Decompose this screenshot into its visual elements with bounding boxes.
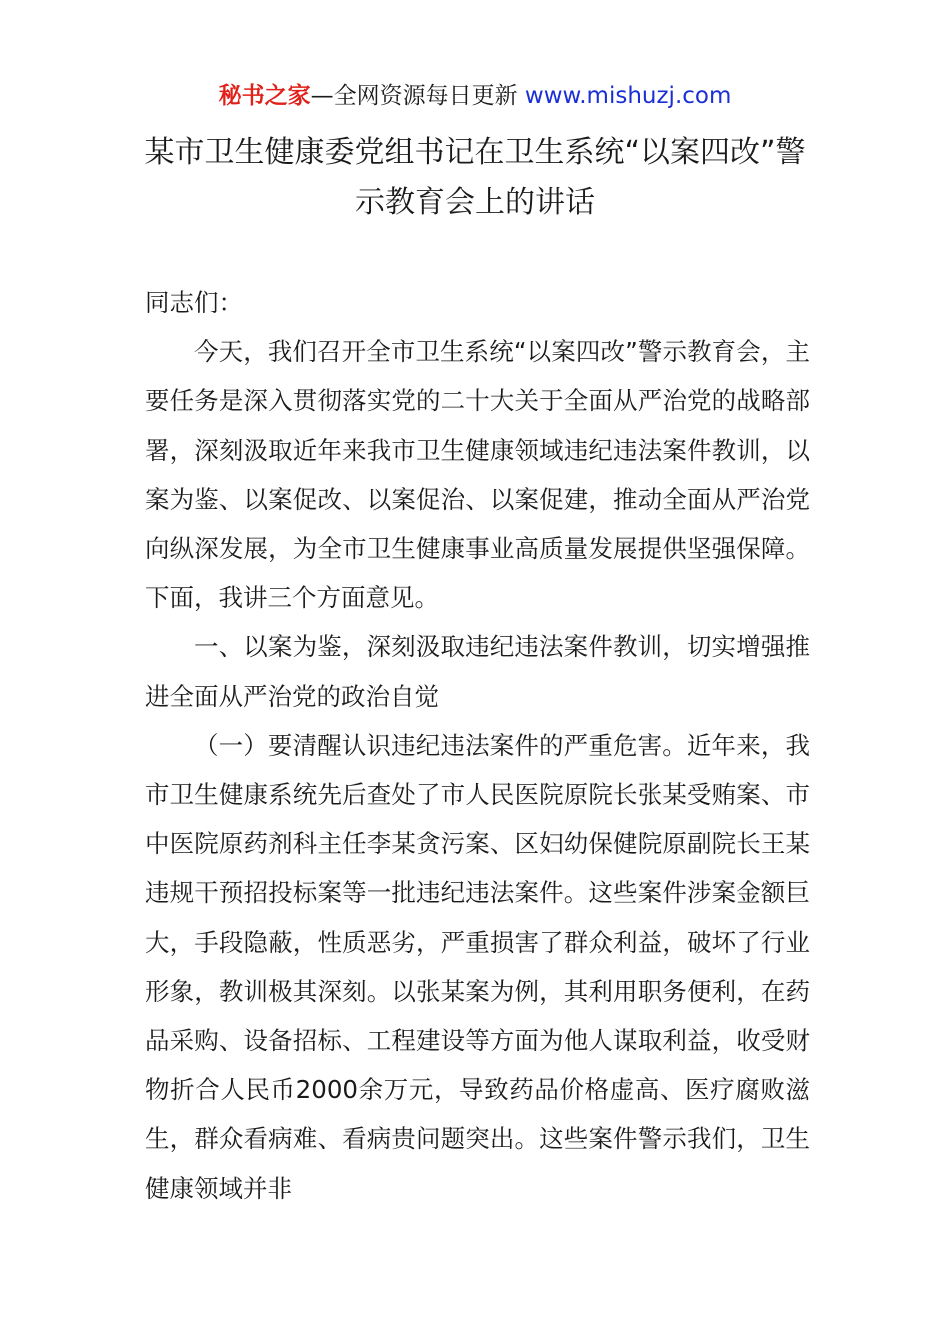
paragraph-subsection-1: （一）要清醒认识违纪违法案件的严重危害。近年来，我市卫生健康系统先后查处了市人民医院原院长张某受贿案、市中医院原药剂科主任李某贪污案、区妇幼保健院原副院长王某违规干预招投标案等一批违纪违法案件。这些案件涉案金额巨大，手段隐蔽，性质恶劣，严重损害了群众利益，破坏了行业形象，教训极其深刻。以张某案为例，其利用职务便利，在药品采购、设备招标、工程建设等方面为他人谋取利益，收受财物折合人民币2000余万元，导致药品价格虚高、医疗腐败滋生，群众看病难、看病贵问题突出。这些案件警示我们，卫生健康领域并非	[145, 730, 810, 1203]
site-header	[0, 80, 950, 112]
brand-name: 秘书之家	[218, 83, 311, 109]
site-url-link[interactable]: www.mishuzj.com	[524, 83, 732, 109]
salutation: 同志们：	[145, 288, 243, 317]
document-title: 某市卫生健康委党组书记在卫生系统“以案四改”警示教育会上的讲话	[144, 135, 806, 220]
header-tagline: —全网资源每日更新	[310, 83, 518, 109]
document-body	[145, 278, 810, 1213]
paragraph-intro: 今天，我们召开全市卫生系统“以案四改”警示教育会，主要任务是深入贯彻落实党的二十大关于全面从严治党的战略部署，深刻汲取近年来我市卫生健康领域违纪违法案件教训，以案为鉴、以案促改、以案促治、以案促建，推动全面从严治党向纵深发展，为全市卫生健康事业高质量发展提供坚强保障。下面，我讲三个方面意见。	[145, 337, 810, 613]
section-heading-1: 一、以案为鉴，深刻汲取违纪违法案件教训，切实增强推进全面从严治党的政治自觉	[145, 632, 810, 711]
